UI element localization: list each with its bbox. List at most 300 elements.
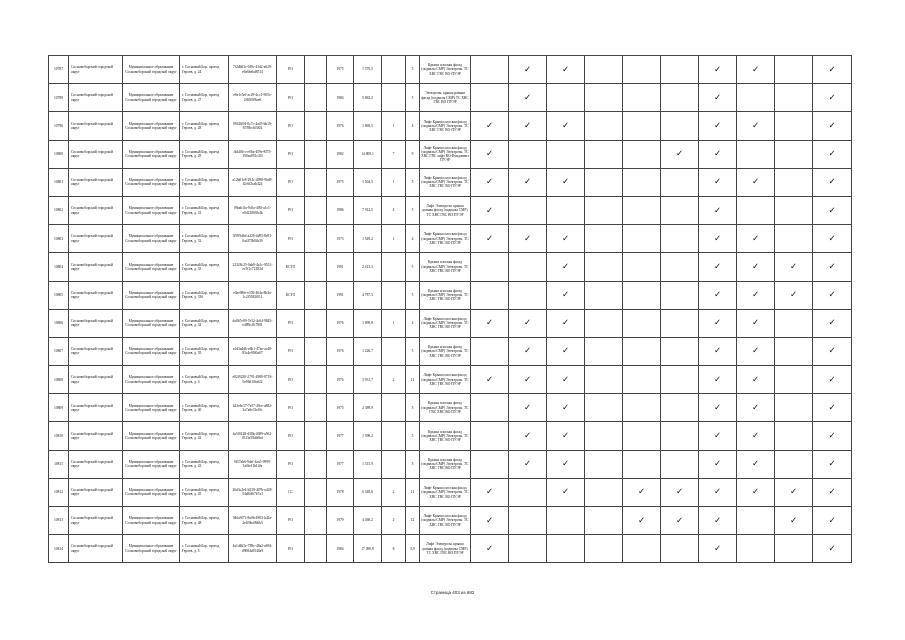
region-cell: Сосновоборский городской округ [69, 478, 123, 506]
work-check-cell [471, 225, 509, 253]
work-check-cell [585, 507, 623, 535]
region-cell: Сосновоборский городской округ [69, 281, 123, 309]
table-row [49, 394, 852, 422]
check-mark-icon: ✓ [828, 459, 836, 470]
check-mark-icon: ✓ [828, 120, 836, 131]
work-types-cell: Крыша плоская фасад (подвалы СМР) Электроэн. ТС ХВС ГВС ВО ПУЭР [420, 337, 471, 365]
management-type-cell: РО [277, 366, 305, 394]
total-area-cell: 1 598,2 [354, 422, 382, 450]
municipality-cell: Муниципальное образование Сосновоборский городской округ [123, 450, 180, 478]
work-check-cell [699, 84, 737, 112]
work-check-cell [813, 281, 852, 309]
total-area-cell: 3 931,7 [354, 366, 382, 394]
object-code-cell: 4a1d465e-789c-48a2-a694-d9084a9340a9 [229, 535, 277, 563]
build-year-cell: 1979 [327, 507, 354, 535]
check-mark-icon: ✓ [828, 92, 836, 103]
check-mark-icon: ✓ [713, 64, 722, 75]
check-mark-icon: ✓ [523, 346, 532, 357]
check-mark-icon: ✓ [751, 120, 760, 131]
region-cell: Сосновоборский городской округ [69, 366, 123, 394]
work-check-cell [623, 450, 661, 478]
work-check-cell [775, 366, 813, 394]
address-cell: г. Сосновый Бор, проезд Героев, д. 35 [180, 337, 229, 365]
region-cell: Сосновоборский городской округ [69, 168, 123, 196]
check-mark-icon: ✓ [713, 543, 722, 554]
municipality-cell: Муниципальное образование Сосновоборский городской округ [123, 196, 180, 224]
work-check-cell [547, 56, 585, 84]
check-mark-icon: ✓ [523, 177, 532, 188]
work-check-cell [813, 309, 852, 337]
check-mark-icon: ✓ [523, 431, 532, 442]
work-check-cell [585, 450, 623, 478]
check-mark-icon: ✓ [561, 177, 570, 188]
elevator-count-cell [382, 253, 406, 281]
check-mark-icon: ✓ [561, 487, 570, 498]
check-mark-icon: ✓ [561, 120, 570, 131]
work-types-cell: Лифт Крыша плоская фасад (подвалы СМР) Электроэн. ТС ХВС ГВС лифт ВО Фундамент ПУЭР [420, 140, 471, 168]
work-check-cell [737, 84, 775, 112]
work-check-cell [585, 394, 623, 422]
check-mark-icon: ✓ [713, 487, 722, 498]
elevator-count-cell [382, 422, 406, 450]
build-year-cell: 1975 [327, 168, 354, 196]
municipality-cell: Муниципальное образование Сосновоборский городской округ [123, 535, 180, 563]
table-row [49, 366, 852, 394]
work-check-cell [471, 84, 509, 112]
work-types-cell: Крыша плоская фасад (подвалы СМР) Электроэн. ТС ХВС ГВС ВО-ПУЭР [420, 56, 471, 84]
check-mark-icon: ✓ [675, 515, 684, 526]
object-code-cell: e82f9230-2791-4988-8718-0e96d1f6a6f2 [229, 366, 277, 394]
row-id-cell: 10800 [49, 140, 69, 168]
work-check-cell [509, 196, 547, 224]
work-check-cell [737, 56, 775, 84]
check-mark-icon: ✓ [828, 205, 836, 216]
check-mark-icon: ✓ [561, 346, 570, 357]
empty-cell [305, 281, 327, 309]
empty-cell [305, 507, 327, 535]
work-check-cell [661, 507, 699, 535]
work-check-cell [775, 112, 813, 140]
address-cell: г. Сосновый Бор, проезд Героев, д. 28 [180, 112, 229, 140]
empty-cell [305, 140, 327, 168]
row-id-cell: 10811 [49, 450, 69, 478]
row-id-cell: 10787 [49, 56, 69, 84]
work-check-cell [547, 366, 585, 394]
work-types-cell: Электроэн. крыша ровная фасад (подвалы СМР) ТС ХВС ГВС ВО ПУЭР [420, 84, 471, 112]
work-check-cell [775, 450, 813, 478]
work-check-cell [623, 84, 661, 112]
row-id-cell: 10802 [49, 196, 69, 224]
work-check-cell [585, 253, 623, 281]
check-mark-icon: ✓ [828, 487, 836, 498]
work-check-cell [737, 366, 775, 394]
empty-cell [305, 309, 327, 337]
work-check-cell [509, 422, 547, 450]
work-types-cell: Лифт Крыша плоская фасад (подвалы СМР) Электроэн. ТС ХВС ГВС ВО ПУЭР [420, 225, 471, 253]
work-check-cell [813, 253, 852, 281]
empty-cell [305, 478, 327, 506]
work-check-cell [471, 281, 509, 309]
region-cell: Сосновоборский городской округ [69, 196, 123, 224]
row-id-cell: 10789 [49, 84, 69, 112]
total-area-cell: 1 504,5 [354, 168, 382, 196]
management-type-cell: КСТО [277, 253, 305, 281]
management-type-cell: РО [277, 196, 305, 224]
work-check-cell [737, 140, 775, 168]
work-check-cell [509, 337, 547, 365]
work-check-cell [661, 535, 699, 563]
check-mark-icon: ✓ [751, 374, 760, 385]
work-check-cell [509, 281, 547, 309]
address-cell: г. Сосновый Бор, проезд Героев, д. 33б [180, 281, 229, 309]
total-area-cell: 1 549,2 [354, 225, 382, 253]
management-type-cell: РО [277, 422, 305, 450]
work-check-cell [813, 478, 852, 506]
floors-cell: 5 [406, 337, 420, 365]
work-check-cell [471, 507, 509, 535]
work-check-cell [509, 478, 547, 506]
empty-cell [305, 56, 327, 84]
check-mark-icon: ✓ [828, 149, 836, 160]
work-check-cell [471, 366, 509, 394]
work-check-cell [547, 253, 585, 281]
municipality-cell: Муниципальное образование Сосновоборский городской округ [123, 478, 180, 506]
total-area-cell: 1 315,9 [354, 450, 382, 478]
row-id-cell: 10804 [49, 253, 69, 281]
work-check-cell [775, 84, 813, 112]
check-mark-icon: ✓ [561, 64, 570, 75]
empty-cell [305, 337, 327, 365]
address-cell: г. Сосновый Бор, проезд Героев, д. 43 [180, 450, 229, 478]
work-check-cell [661, 422, 699, 450]
check-mark-icon: ✓ [485, 487, 494, 498]
management-type-cell: РО [277, 112, 305, 140]
management-type-cell: РО [277, 507, 305, 535]
check-mark-icon: ✓ [523, 64, 532, 75]
check-mark-icon: ✓ [713, 431, 722, 442]
work-check-cell [509, 366, 547, 394]
work-check-cell [471, 309, 509, 337]
check-mark-icon: ✓ [828, 543, 836, 554]
work-check-cell [699, 422, 737, 450]
floors-cell: 9 [406, 140, 420, 168]
address-cell: г. Сосновый Бор, проезд Героев, д. 24 [180, 56, 229, 84]
check-mark-icon: ✓ [751, 290, 760, 301]
total-area-cell: 7 912,5 [354, 196, 382, 224]
address-cell: г. Сосновый Бор, проезд Героев, д. 29 [180, 140, 229, 168]
work-check-cell [775, 168, 813, 196]
check-mark-icon: ✓ [828, 402, 836, 413]
check-mark-icon: ✓ [485, 177, 494, 188]
work-check-cell [661, 450, 699, 478]
work-check-cell [547, 140, 585, 168]
municipality-cell: Муниципальное образование Сосновоборский городской округ [123, 422, 180, 450]
row-id-cell: 10790 [49, 112, 69, 140]
check-mark-icon: ✓ [485, 120, 494, 131]
work-check-cell [547, 507, 585, 535]
table-row [49, 337, 852, 365]
work-check-cell [623, 225, 661, 253]
elevator-count-cell: 4 [382, 196, 406, 224]
work-types-cell: Лифт Крыша плоская фасад (подвалы СМР) Электроэн. ТС ХВС ГВС ВО ПУЭР [420, 366, 471, 394]
total-area-cell: 1 379,5 [354, 56, 382, 84]
work-check-cell [509, 507, 547, 535]
check-mark-icon: ✓ [485, 543, 494, 554]
address-cell: г. Сосновый Бор, проезд Героев, д. 4 [180, 366, 229, 394]
work-check-cell [661, 309, 699, 337]
elevator-count-cell: 2 [382, 478, 406, 506]
check-mark-icon: ✓ [485, 374, 494, 385]
management-type-cell: КСТО [277, 281, 305, 309]
build-year-cell: 1982 [327, 140, 354, 168]
region-cell: Сосновоборский городской округ [69, 112, 123, 140]
work-check-cell [661, 112, 699, 140]
region-cell: Сосновоборский городской округ [69, 422, 123, 450]
floors-cell: 5 [406, 281, 420, 309]
work-check-cell [585, 168, 623, 196]
object-code-cell: b23e6c57-7e37-49ce-a882-2a7a0e31e0fc [229, 394, 277, 422]
work-check-cell [775, 281, 813, 309]
check-mark-icon: ✓ [751, 261, 760, 272]
total-area-cell: 1 899,8 [354, 309, 382, 337]
work-check-cell [471, 56, 509, 84]
check-mark-icon: ✓ [713, 346, 722, 357]
check-mark-icon: ✓ [637, 515, 646, 526]
work-check-cell [737, 507, 775, 535]
floors-cell: 5,9 [406, 535, 420, 563]
check-mark-icon: ✓ [828, 177, 836, 188]
work-check-cell [813, 112, 852, 140]
empty-cell [305, 196, 327, 224]
total-area-cell: 17 090,9 [354, 535, 382, 563]
object-code-cell: 99f43f94-0c7c-4a45-bb19-67f9bc6f3f02 [229, 112, 277, 140]
elevator-count-cell: 1 [382, 309, 406, 337]
region-cell: Сосновоборский городской округ [69, 450, 123, 478]
address-cell: г. Сосновый Бор, проезд Героев, д. 40 [180, 394, 229, 422]
row-id-cell: 10812 [49, 478, 69, 506]
build-year-cell: 1976 [327, 337, 354, 365]
work-check-cell [813, 507, 852, 535]
work-check-cell [585, 84, 623, 112]
check-mark-icon: ✓ [485, 149, 494, 160]
table-row [49, 309, 852, 337]
work-types-cell: Лифт Электроэн. крыша ровная фасад (подвалы СМР) ТС ХВС ГВС ВО ПУЭР [420, 535, 471, 563]
check-mark-icon: ✓ [523, 120, 532, 131]
check-mark-icon: ✓ [713, 318, 722, 329]
work-check-cell [471, 535, 509, 563]
work-check-cell [623, 253, 661, 281]
municipality-cell: Муниципальное образование Сосновоборский городской округ [123, 112, 180, 140]
check-mark-icon: ✓ [485, 205, 494, 216]
floors-cell: 12 [406, 366, 420, 394]
floors-cell: 12 [406, 507, 420, 535]
work-check-cell [471, 394, 509, 422]
work-check-cell [775, 140, 813, 168]
floors-cell: 5 [406, 196, 420, 224]
check-mark-icon: ✓ [523, 402, 532, 413]
work-check-cell [623, 309, 661, 337]
check-mark-icon: ✓ [828, 318, 836, 329]
work-check-cell [547, 84, 585, 112]
check-mark-icon: ✓ [828, 64, 836, 75]
check-mark-icon: ✓ [713, 290, 722, 301]
work-check-cell [775, 337, 813, 365]
check-mark-icon: ✓ [789, 290, 798, 301]
work-check-cell [699, 394, 737, 422]
row-id-cell: 10805 [49, 281, 69, 309]
total-area-cell: 2 413,3 [354, 253, 382, 281]
work-check-cell [775, 56, 813, 84]
work-check-cell [737, 422, 775, 450]
work-types-cell: Крыша плоская фасад (подвалы СМР) Электроэн. ТС ХВС ГВС ВО ПУЭР [420, 281, 471, 309]
table-row [49, 253, 852, 281]
work-check-cell [775, 225, 813, 253]
empty-cell [305, 394, 327, 422]
object-code-cell: e6e1c5ef-ac29-4cc1-905c-2f65f0f8ae6 [229, 84, 277, 112]
work-check-cell [623, 196, 661, 224]
table-row [49, 535, 852, 563]
table-row [49, 281, 852, 309]
floors-cell: 4 [406, 309, 420, 337]
check-mark-icon: ✓ [523, 459, 532, 470]
municipality-cell: Муниципальное образование Сосновоборский городской округ [123, 225, 180, 253]
work-check-cell [775, 422, 813, 450]
work-check-cell [623, 507, 661, 535]
work-check-cell [699, 450, 737, 478]
work-check-cell [661, 366, 699, 394]
row-id-cell: 10801 [49, 168, 69, 196]
work-check-cell [699, 253, 737, 281]
work-check-cell [661, 253, 699, 281]
work-check-cell [813, 337, 852, 365]
build-year-cell: 1991 [327, 281, 354, 309]
work-check-cell [775, 196, 813, 224]
address-cell: г. Сосновый Бор, проезд Героев, д. 30 [180, 168, 229, 196]
table-row [49, 507, 852, 535]
work-check-cell [775, 507, 813, 535]
check-mark-icon: ✓ [828, 261, 836, 272]
work-check-cell [585, 112, 623, 140]
work-check-cell [813, 84, 852, 112]
municipality-cell: Муниципальное образование Сосновоборский городской округ [123, 140, 180, 168]
elevator-count-cell [382, 281, 406, 309]
total-area-cell: 1 869,5 [354, 112, 382, 140]
work-check-cell [813, 196, 852, 224]
total-area-cell: 4 460,2 [354, 507, 382, 535]
check-mark-icon: ✓ [713, 120, 722, 131]
address-cell: г. Сосновый Бор, проезд Героев, д. 34 [180, 309, 229, 337]
management-type-cell: РО [277, 337, 305, 365]
check-mark-icon: ✓ [828, 431, 836, 442]
elevator-count-cell: 8 [382, 535, 406, 563]
empty-cell [305, 253, 327, 281]
floors-cell: 4 [406, 112, 420, 140]
work-check-cell [623, 56, 661, 84]
check-mark-icon: ✓ [561, 261, 570, 272]
work-check-cell [737, 253, 775, 281]
work-types-cell: Лифт Крыша плоская фасад (подвалы СМР) Электроэн. ТС ХВС ГВС ВО ПУЭР [420, 168, 471, 196]
row-id-cell: 10809 [49, 394, 69, 422]
work-check-cell [813, 422, 852, 450]
work-check-cell [699, 196, 737, 224]
register-table [48, 55, 852, 563]
work-check-cell [737, 478, 775, 506]
work-check-cell [699, 112, 737, 140]
work-check-cell [737, 196, 775, 224]
work-check-cell [737, 535, 775, 563]
work-check-cell [509, 84, 547, 112]
elevator-count-cell [382, 84, 406, 112]
work-check-cell [813, 56, 852, 84]
check-mark-icon: ✓ [789, 487, 798, 498]
table-row [49, 84, 852, 112]
work-check-cell [547, 337, 585, 365]
elevator-count-cell [382, 394, 406, 422]
build-year-cell: 1984 [327, 535, 354, 563]
work-check-cell [737, 168, 775, 196]
build-year-cell: 1976 [327, 309, 354, 337]
build-year-cell: 1977 [327, 422, 354, 450]
object-code-cell: e0ae98fe-e359-464a-8b3a-1c2f5582f011 [229, 281, 277, 309]
work-check-cell [813, 225, 852, 253]
table-row [49, 140, 852, 168]
work-types-cell: Крыша плоская фасад (подвалы СМР) Электроэн. ТС ХВС ГВС ВО ПУЭР [420, 422, 471, 450]
check-mark-icon: ✓ [789, 515, 798, 526]
work-check-cell [661, 225, 699, 253]
work-check-cell [547, 168, 585, 196]
work-check-cell [471, 140, 509, 168]
table-row [49, 168, 852, 196]
elevator-count-cell: 1 [382, 225, 406, 253]
check-mark-icon: ✓ [713, 233, 722, 244]
management-type-cell: РО [277, 168, 305, 196]
empty-cell [305, 450, 327, 478]
work-check-cell [699, 535, 737, 563]
work-types-cell: Лифт Крыша плоская фасад (подвалы СМР) Электроэн. ТС ХВС ГВС ВО ПУЭР [420, 507, 471, 535]
check-mark-icon: ✓ [751, 487, 760, 498]
work-check-cell [699, 309, 737, 337]
work-check-cell [661, 478, 699, 506]
page-footer: Страница 403 из 682 [430, 590, 475, 595]
floors-cell: 5 [406, 56, 420, 84]
object-code-cell: 5f959d6d-a226-4d95-8e91-0a4f73b0fb39 [229, 225, 277, 253]
work-check-cell [661, 168, 699, 196]
work-check-cell [547, 112, 585, 140]
floors-cell: 5 [406, 253, 420, 281]
work-check-cell [661, 140, 699, 168]
work-check-cell [699, 507, 737, 535]
check-mark-icon: ✓ [523, 233, 532, 244]
work-check-cell [737, 337, 775, 365]
elevator-count-cell [382, 56, 406, 84]
check-mark-icon: ✓ [485, 515, 494, 526]
work-check-cell [509, 168, 547, 196]
check-mark-icon: ✓ [713, 261, 722, 272]
work-check-cell [547, 281, 585, 309]
management-type-cell: РО [277, 450, 305, 478]
management-type-cell: РО [277, 84, 305, 112]
work-check-cell [813, 366, 852, 394]
address-cell: г. Сосновый Бор, проезд Героев, д. 48 [180, 507, 229, 535]
management-type-cell: РО [277, 394, 305, 422]
work-check-cell [737, 309, 775, 337]
check-mark-icon: ✓ [828, 233, 836, 244]
work-check-cell [699, 366, 737, 394]
work-check-cell [509, 140, 547, 168]
check-mark-icon: ✓ [828, 290, 836, 301]
elevator-count-cell: 1 [382, 168, 406, 196]
work-check-cell [623, 337, 661, 365]
